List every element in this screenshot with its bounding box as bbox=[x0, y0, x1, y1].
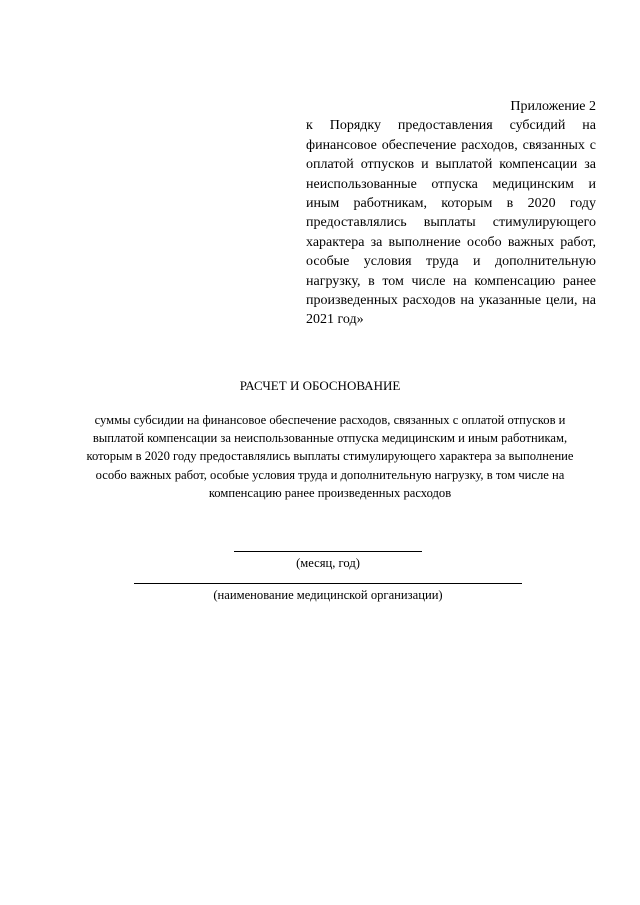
appendix-block bbox=[306, 97, 596, 330]
organization-caption: (наименование медицинской организации) bbox=[213, 588, 443, 602]
document-title: РАСЧЕТ И ОБОСНОВАНИЕ bbox=[239, 378, 401, 393]
subtitle-line: особо важных работ, особые условия труда и дополнительную нагрузку, в том числе на bbox=[95, 467, 565, 482]
document-subtitle bbox=[76, 411, 584, 502]
month-year-caption: (месяц, год) bbox=[296, 556, 360, 570]
organization-field-line bbox=[134, 583, 522, 584]
subtitle-line: суммы субсидии на финансовое обеспечение расходов, связанных с оплатой отпусков и bbox=[94, 413, 566, 427]
appendix-number: Приложение 2 bbox=[510, 99, 596, 114]
subtitle-line: которым в 2020 году предоставлялись выплаты стимулирующего характера за выполнение bbox=[86, 449, 574, 464]
subtitle-line: выплатой компенсации за неиспользованные отпуска медицинским и иным работникам, bbox=[92, 431, 568, 446]
subtitle-line: компенсацию ранее произведенных расходов bbox=[208, 485, 452, 500]
month-year-field-line bbox=[234, 551, 422, 552]
appendix-text: к Порядку предоставления субсидий на финансовое обеспечение расходов, связанных с оплатой отпусков и выплатой компенсации за неиспользованные отпуска медицинским и иным работникам, которым в 2020 году предоставлялись выплаты стимулирующего характера за выполнение особо важных работ, особые условия труда и дополнительную нагрузку, в том числе на компенсацию ранее произведенных расходов на указанные цели, на 2021 год» bbox=[306, 118, 596, 328]
